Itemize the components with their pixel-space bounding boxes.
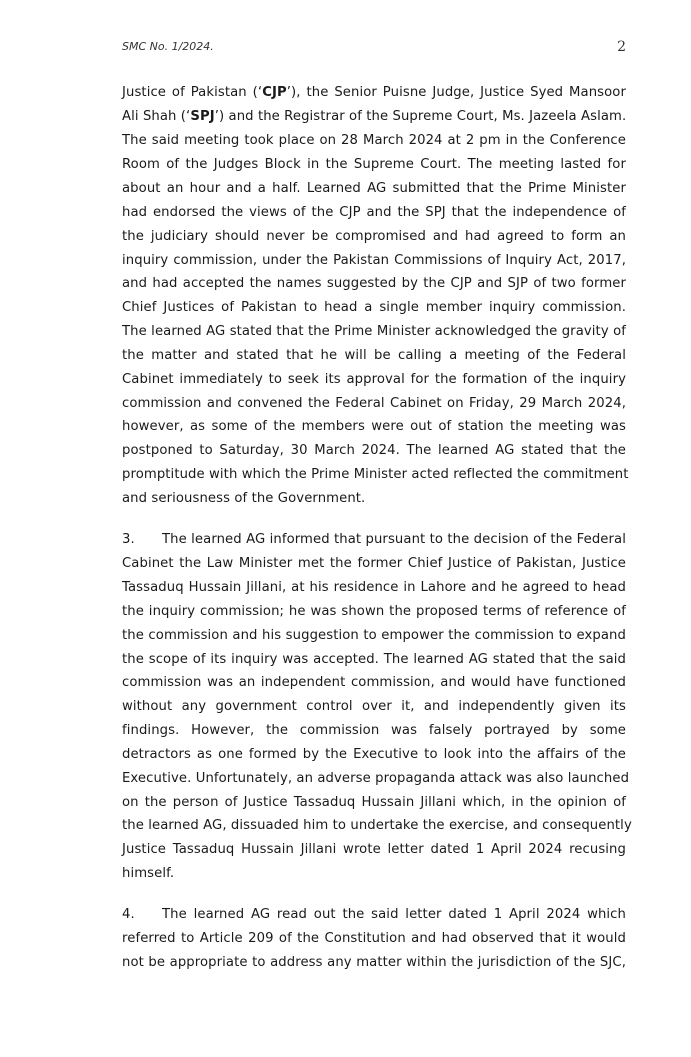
paragraph-number: 4. [122,907,135,922]
text-line: about an hour and a half. Learned AG submitted that the Prime Minister [122,181,626,196]
text-line: detractors as one formed by the Executive to look into the affairs of the [122,747,626,762]
text-line: Ali Shah (‘SPJ’) and the Registrar of the Supreme Court, Ms. Jazeela Aslam. [122,109,627,124]
case-number: SMC No. 1/2024. [122,40,214,53]
text-line: Chief Justices of Pakistan to head a single member inquiry commission. [122,300,626,315]
text-line: The said meeting took place on 28 March 2024 at 2 pm in the Conference [122,133,626,148]
text-line: Executive. Unfortunately, an adverse propaganda attack was also launched [122,771,630,786]
text-line: Room of the Judges Block in the Supreme Court. The meeting lasted for [122,157,626,172]
text-line: findings. However, the commission was falsely portrayed by some [122,723,626,738]
text-line: the judiciary should never be compromised and had agreed to form an [122,229,626,244]
text-line: Tassaduq Hussain Jillani, at his residence in Lahore and he agreed to head [122,580,626,595]
text-line: himself. [122,866,175,881]
text-line: the scope of its inquiry was accepted. The learned AG stated that the said [122,652,626,667]
text-line: inquiry commission, under the Pakistan Commissions of Inquiry Act, 2017, [122,253,626,268]
text-line: on the person of Justice Tassaduq Hussain Jillani which, in the opinion of [122,795,626,810]
text-line: not be appropriate to address any matter within the jurisdiction of the SJC, [122,955,626,970]
text-line: without any government control over it, and independently given its [122,699,626,714]
text-line: the matter and stated that he will be calling a meeting of the Federal [122,348,626,363]
page-header [122,40,630,56]
text-line: referred to Article 209 of the Constitution and had observed that it would [122,931,626,946]
text-line: Justice Tassaduq Hussain Jillani wrote letter dated 1 April 2024 recusing [122,842,626,857]
text-line: had endorsed the views of the CJP and the SPJ that the independence of [122,205,626,220]
text-line: the inquiry commission; he was shown the proposed terms of reference of [122,604,626,619]
text-line: Cabinet the Law Minister met the former Chief Justice of Pakistan, Justice [122,556,626,571]
text-line: however, as some of the members were out of station the meeting was [122,419,626,434]
text-line: The learned AG stated that the Prime Minister acknowledged the gravity of [122,324,626,339]
text-line: Cabinet immediately to seek its approval for the formation of the inquiry [122,372,626,387]
text-line: commission and convened the Federal Cabinet on Friday, 29 March 2024, [122,396,626,411]
text-line: the learned AG, dissuaded him to undertake the exercise, and consequently [122,818,632,833]
page-number: 2 [617,39,626,55]
text-line: Justice of Pakistan (‘CJP’), the Senior Puisne Judge, Justice Syed Mansoor [122,85,626,100]
text-line: and seriousness of the Government. [122,491,366,506]
text-line: the commission and his suggestion to empower the commission to expand [122,628,626,643]
paragraph-number: 3. [122,532,135,547]
text-line: promptitude with which the Prime Minister acted reflected the commitment [122,467,629,482]
text-line: postponed to Saturday, 30 March 2024. The learned AG stated that the [122,443,626,458]
text-line: commission was an independent commission, and would have functioned [122,675,626,690]
abbr-cjp: CJP [262,85,287,100]
text-line: 3. The learned AG informed that pursuant to the decision of the Federal [122,532,626,547]
text-line: 4. The learned AG read out the said letter dated 1 April 2024 which [122,907,626,922]
text-line: and had accepted the names suggested by the CJP and SJP of two former [122,276,626,291]
abbr-spj: SPJ [190,109,215,124]
